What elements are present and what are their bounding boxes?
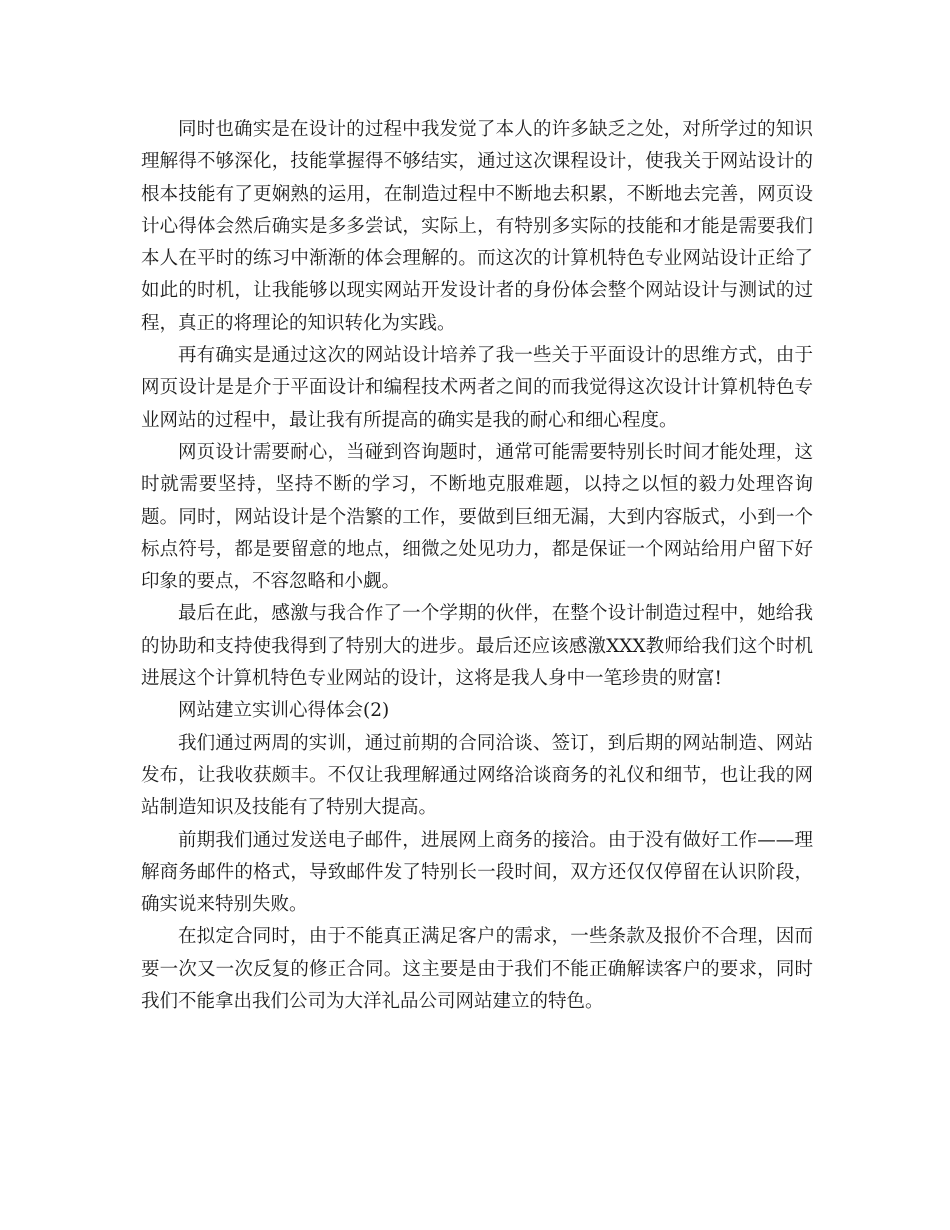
paragraph-3: 网页设计需要耐心，当碰到咨询题时，通常可能需要特别长时间才能处理，这时就需要坚持，坚持不断的学习，不断地克服难题，以持之以恒的毅力处理咨询题。同时，网站设计是个浩繁的工作，要做到巨细无漏，大到内容版式，小到一个标点符号，都是要留意的地点，细微之处见功力，都是保证一个网站给用户留下好印象的要点，不容忽略和小觑。 <box>141 441 813 593</box>
paragraph-4: 最后在此，感激与我合作了一个学期的伙伴，在整个设计制造过程中，她给我的协助和支持使我得到了特别大的进步。最后还应该感激XXX教师给我们这个时机进展这个计算机特色专业网站的设计，这将是我人身中一笔珍贵的财富! <box>141 603 813 690</box>
paragraph-1: 同时也确实是在设计的过程中我发觉了本人的许多缺乏之处，对所学过的知识理解得不够深化，技能掌握得不够结实，通过这次课程设计，使我关于网站设计的根本技能有了更娴熟的运用，在制造过程中不断地去积累，不断地去完善，网页设计心得体会然后确实是多多尝试，实际上，有特别多实际的技能和才能是需要我们本人在平时的练习中渐渐的体会理解的。而这次的计算机特色专业网站设计正给了如此的时机，让我能够以现实网站开发设计者的身份体会整个网站设计与测试的过程，真正的将理论的知识转化为实践。 <box>141 119 813 334</box>
paragraph-7: 在拟定合同时，由于不能真正满足客户的需求，一些条款及报价不合理，因而要一次又一次反复的修正合同。这主要是由于我们不能正确解读客户的要求，同时我们不能拿出我们公司为大洋礼品公司网站建立的特色。 <box>141 926 813 1013</box>
document-body <box>141 114 813 1018</box>
paragraph-5: 我们通过两周的实训，通过前期的合同洽谈、签订，到后期的网站制造、网站发布，让我收获颇丰。不仅让我理解通过网络洽谈商务的礼仪和细节，也让我的网站制造知识及技能有了特别大提高。 <box>141 732 813 819</box>
paragraph-2: 再有确实是通过这次的网站设计培养了我一些关于平面设计的思维方式，由于网页设计是是介于平面设计和编程技术两者之间的而我觉得这次设计计算机特色专业网站的过程中，最让我有所提高的确实是我的耐心和细心程度。 <box>141 345 813 431</box>
section-heading: 网站建立实训心得体会(2) <box>178 700 390 722</box>
paragraph-6: 前期我们通过发送电子邮件，进展网上商务的接洽。由于没有做好工作——理解商务邮件的格式，导致邮件发了特别长一段时间，双方还仅仅停留在认识阶段，确实说来特别失败。 <box>141 829 813 916</box>
